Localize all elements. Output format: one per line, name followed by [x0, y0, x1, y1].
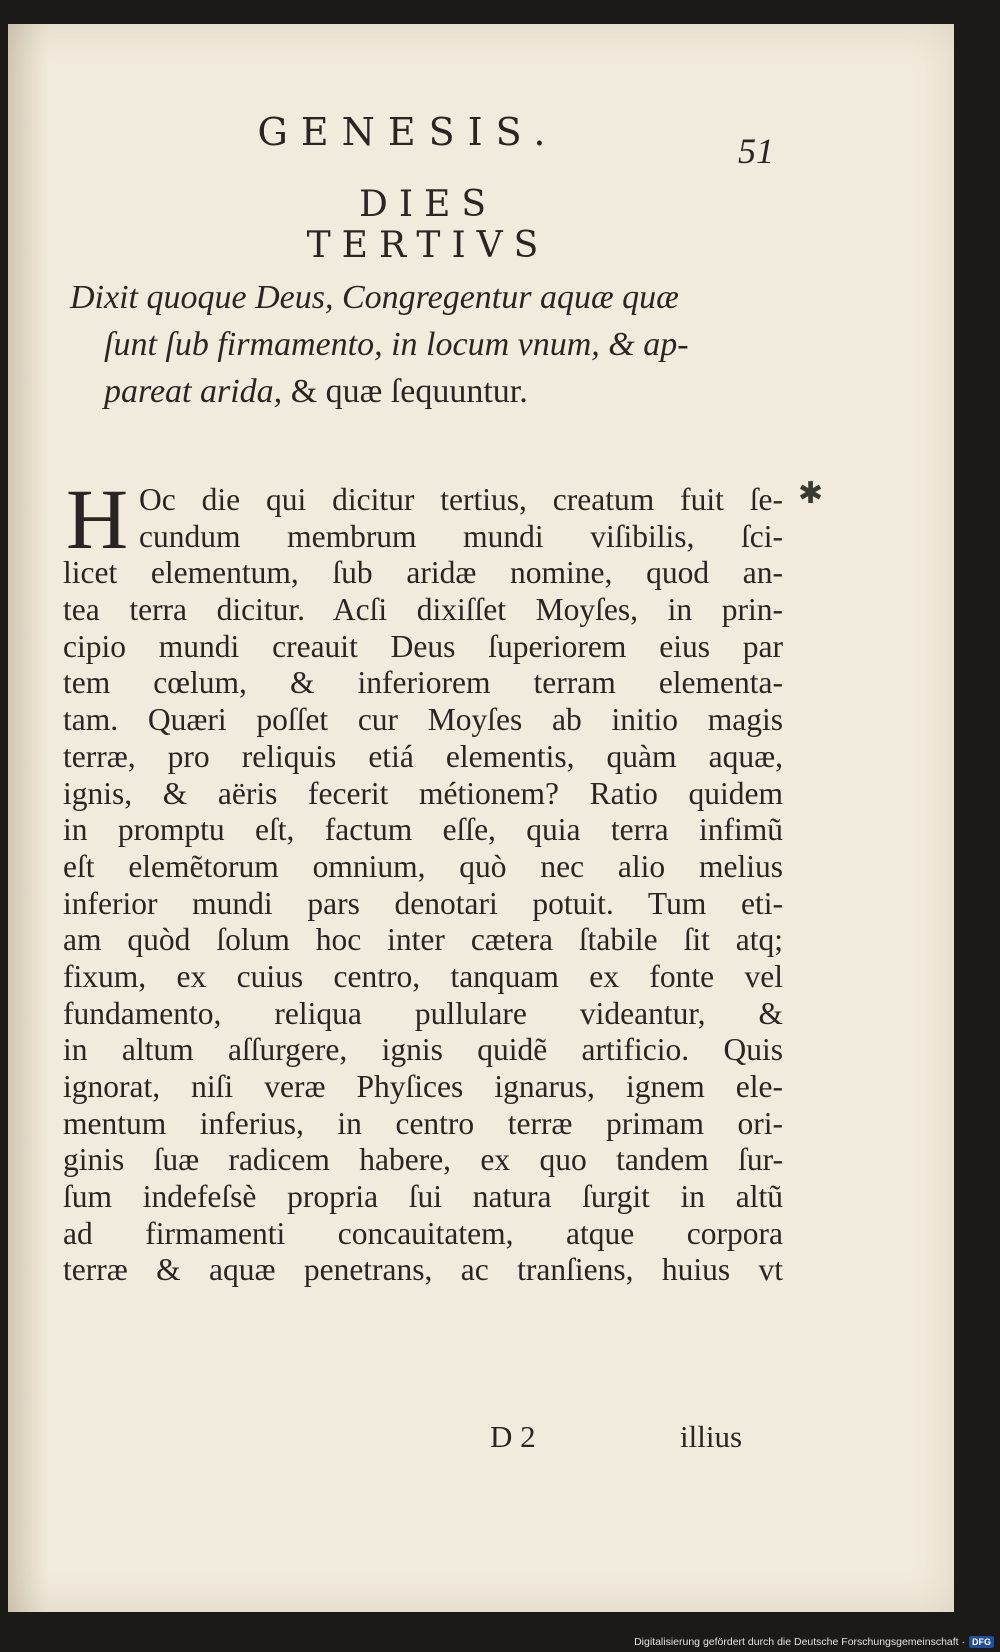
- running-head: GENESIS.: [257, 110, 559, 154]
- text-line: eſt elemẽtorum omnium, quò nec alio melius: [63, 848, 783, 884]
- drop-cap: H: [66, 471, 129, 567]
- text-line: fundamento, reliqua pullulare videantur, &: [63, 995, 783, 1031]
- digitization-credit: [634, 1636, 994, 1648]
- lemma-roman-part: & quæ ſequuntur.: [290, 373, 528, 410]
- text-line: licet elementum, ſub aridæ nomine, quod an-: [63, 555, 783, 591]
- text-line: am quòd ſolum hoc inter cætera ſtabile ſit atq;: [63, 922, 783, 958]
- text-line: ſum indefeſsè propria ſui natura ſurgit in altũ: [63, 1179, 783, 1215]
- text-line: ginis ſuæ radicem habere, ex quo tandem ſur-: [63, 1142, 783, 1178]
- text-line: in altum aſſurgere, ignis quidẽ artificio. Quis: [63, 1032, 783, 1068]
- signature-mark: D 2: [490, 1419, 536, 1454]
- lemma-quotation: [70, 274, 780, 415]
- text-line: cipio mundi creauit Deus ſuperiorem eius par: [63, 628, 783, 664]
- text-line: terræ & aquæ penetrans, ac tranſiens, huius vt: [63, 1252, 783, 1288]
- text-line: ignis, & aëris fecerit métionem? Ratio quidem: [63, 775, 783, 811]
- lemma-line: ſunt ſub firmamento, in locum vnum, & ap-: [104, 326, 689, 363]
- section-heading: DIES TERTIVS: [306, 184, 550, 266]
- text-line: ad firmamenti concauitatem, atque corpora: [63, 1215, 783, 1251]
- text-line: mentum inferius, in centro terræ primam ori-: [63, 1105, 783, 1141]
- text-line: tam. Quæri poſſet cur Moyſes ab initio magis: [63, 702, 783, 738]
- lemma-line: [70, 368, 780, 415]
- text-line: terræ, pro reliquis etiá elementis, quàm aquæ,: [63, 738, 783, 774]
- catchword: illius: [680, 1419, 743, 1454]
- text-line: tea terra dicitur. Acſi dixiſſet Moyſes, in prin-: [63, 592, 783, 628]
- text-line: Oc die qui dicitur tertius, creatum fuit ſe-: [139, 482, 783, 517]
- book-page: [8, 24, 954, 1612]
- credit-text: Digitalisierung gefördert durch die Deutsche Forschungsgemeinschaft ·: [634, 1636, 965, 1648]
- lemma-line: Dixit quoque Deus, Congregentur aquæ quæ: [70, 279, 679, 316]
- page-number: 51: [738, 131, 774, 171]
- text-line: tem cœlum, & inferiorem terram elementa-: [63, 665, 783, 701]
- text-line: fixum, ex cuius centro, tanquam ex fonte vel: [63, 958, 783, 994]
- text-line: ignorat, niſi veræ Phyſices ignarus, ignem ele-: [63, 1069, 783, 1104]
- text-line: in promptu eſt, factum eſſe, quia terra infimũ: [63, 812, 783, 848]
- spine-shadow: [8, 24, 48, 1612]
- body-text: [63, 482, 783, 1289]
- lemma-italic-part: pareat arida,: [104, 373, 291, 410]
- text-line: inferior mundi pars denotari potuit. Tum eti-: [63, 885, 783, 921]
- margin-ornament-icon: ✱: [798, 477, 824, 510]
- text-line: cundum membrum mundi viſibilis, ſci-: [139, 518, 783, 554]
- dfg-logo[interactable]: DFG: [969, 1636, 994, 1648]
